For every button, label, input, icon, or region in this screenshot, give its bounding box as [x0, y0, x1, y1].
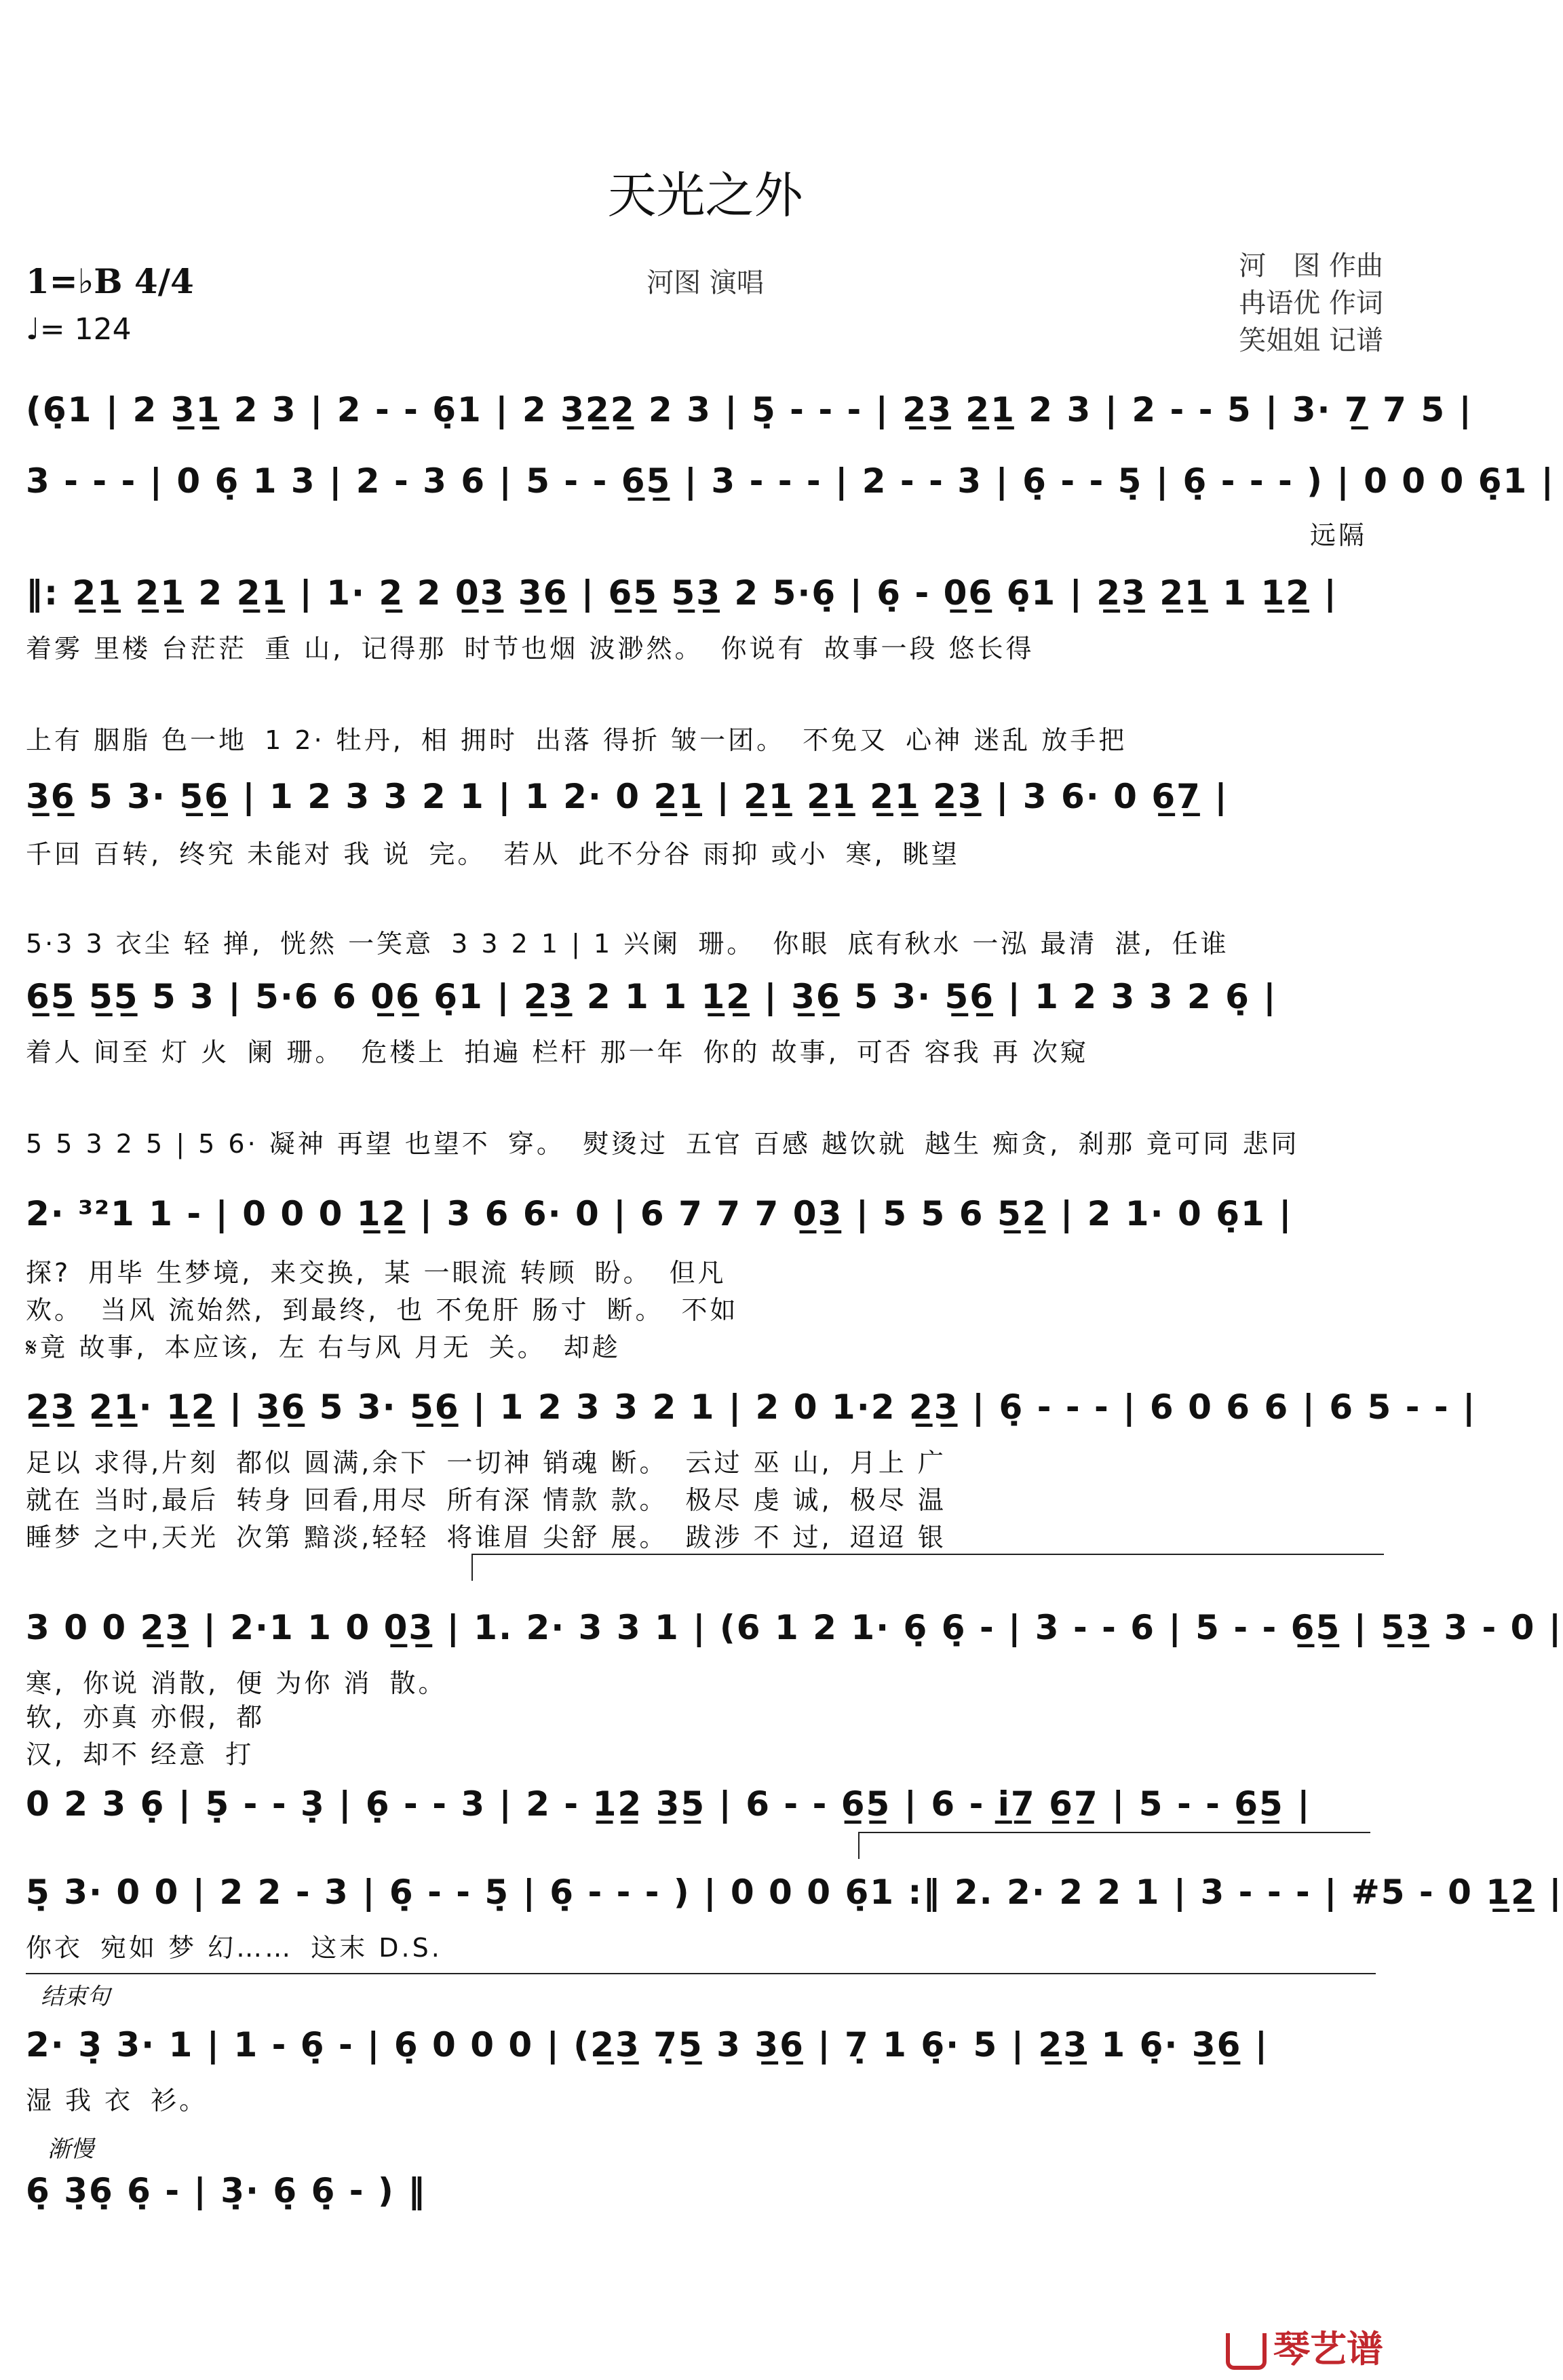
- lyric-row: [26, 1123, 1385, 1160]
- second-ending-bracket: [858, 1832, 1370, 1833]
- lyric-phrase: 云过 巫 山,: [685, 1448, 832, 1478]
- lyric-phrase: 上有 胭脂 色一地: [26, 725, 248, 755]
- lyric-row: [26, 923, 1385, 960]
- notation-row: 3 - - - | 0 6̣ 1 3 | 2 - 3 6 | 5 - - 6̲5̲ | 3 - - - | 2 - - 3 | 6̣ - - 5̣ | 6̣ - - - ) | 0 0 0 6̣1 |: [26, 461, 1555, 501]
- lyric-phrase: 散。: [389, 1668, 447, 1698]
- lyric-phrase: 断。: [606, 1295, 664, 1325]
- lyric-phrase: 此不分谷 雨抑 或小: [578, 839, 828, 869]
- lyric-phrase: 都: [236, 1702, 265, 1732]
- lyric-row: [26, 1479, 1385, 1516]
- lyric-row: [26, 2079, 1385, 2117]
- lyric-phrase: 次第 黯淡,轻轻: [236, 1522, 429, 1552]
- lyric-phrase: 所有深 情款 款。: [446, 1485, 668, 1515]
- lyric-phrase: 探?: [26, 1258, 71, 1288]
- second-ending-bracket-edge: [858, 1832, 860, 1859]
- lyric-phrase: 刹那 竟可同 悲同: [1078, 1129, 1300, 1159]
- lyric-phrase: 相 拥时: [421, 725, 518, 755]
- lyric-phrase: 亦真 亦假,: [83, 1702, 219, 1732]
- lyric-phrase: 记得那: [361, 634, 447, 664]
- lyric-phrase: 转身 回看,用尽: [236, 1485, 429, 1515]
- notation-row: 2· ³²1 1 - | 0 0 0 1̲2̲ | 3 6 6· 0 | 6 7 7 7 0̲3̲ | 5 5 6 5̲2̲ | 2 1· 0 6̣1 |: [26, 1194, 1293, 1233]
- lyric-row: [26, 514, 1385, 552]
- lyric-phrase: 极尽 温: [849, 1485, 946, 1515]
- lyric-phrase: 熨烫过: [582, 1129, 668, 1159]
- tempo-marking: ♩= 124: [26, 312, 132, 347]
- song-title: 天光之外: [607, 167, 803, 224]
- lyric-row: [26, 1927, 1385, 1964]
- lyric-phrase: 恍然 一笑意: [280, 929, 434, 959]
- lyric-row: [26, 1442, 1385, 1479]
- lyric-phrase: 穿。: [507, 1129, 565, 1159]
- lyric-phrase: 足以 求得,片刻: [26, 1448, 219, 1478]
- logo-icon: [1226, 2333, 1267, 2370]
- lyric-phrase: 时节也烟 波渺然。: [464, 634, 703, 664]
- lyric-phrase: 眺望: [902, 839, 960, 869]
- lyric-row: [26, 628, 1385, 665]
- lyric-row: [26, 1326, 1385, 1364]
- lyric-row: [26, 1662, 1385, 1700]
- lyric-phrase: 极尽 虔 诚,: [685, 1485, 832, 1515]
- first-ending-bracket: [471, 1554, 1384, 1555]
- lyric-row: [26, 1252, 1385, 1289]
- lyric-phrase: 危楼上: [361, 1037, 447, 1067]
- lyric-row: [26, 1516, 1385, 1554]
- lyric-phrase: 可否 容我 再 次窥: [856, 1037, 1089, 1067]
- lyric-phrase: 1 2· 牡丹,: [265, 725, 404, 755]
- lyric-phrase: 软,: [26, 1702, 66, 1732]
- lyric-phrase: 这末 D.S.: [311, 1933, 442, 1963]
- lyric-phrase: 5·3 3 衣尘 轻 掸,: [26, 929, 263, 959]
- lyric-phrase: 着雾 里楼 台茫茫: [26, 634, 248, 664]
- lyric-phrase: 睡梦 之中,天光: [26, 1522, 219, 1552]
- lyric-phrase: 一切神 销魂 断。: [446, 1448, 668, 1478]
- lyric-phrase: 若从: [503, 839, 561, 869]
- lyric-phrase: 出落 得折 皱一团。: [535, 725, 786, 755]
- lyric-phrase: 任谁: [1172, 929, 1229, 959]
- lyric-phrase: 衫。: [151, 2086, 208, 2115]
- lyric-phrase: 但凡: [669, 1258, 727, 1288]
- lyric-phrase: 3 3 2 1 | 1 兴阑: [451, 929, 681, 959]
- lyric-row: [26, 1696, 1385, 1733]
- coda-label: 结束句: [41, 1983, 110, 2010]
- lyric-phrase: 终究 未能对 我 说: [179, 839, 412, 869]
- notation-row: 6̲5̲ 5̲5̲ 5 3 | 5·6 6 0̲6̲ 6̣1 | 2̲3̲ 2 1 1 1̲2̲ | 3̲6̲ 5 3· 5̲6̲ | 1 2 3 3 2 6̣ |: [26, 977, 1277, 1016]
- lyric-row: [26, 1733, 1385, 1771]
- composer-credit: 河 图 作曲: [1239, 250, 1383, 282]
- lyric-phrase: 左 右与风 月无: [278, 1332, 471, 1362]
- lyric-phrase: 重 山,: [265, 634, 344, 664]
- lyric-phrase: 盼。: [594, 1258, 652, 1288]
- notation-row: ‖: 2̲1̲ 2̲1̲ 2 2̲1̲ | 1· 2̲ 2 0̲3̲ 3̲6̲ | 6̲5̲ 5̲3̲ 2 5·6̣ | 6̣ - 0̲6̲ 6̣1 | 2̲3̲ 2̲1̲ 1 1̲2̲ |: [26, 573, 1338, 613]
- lyric-phrase: 寒,: [26, 1668, 66, 1698]
- lyric-phrase: 寒,: [845, 839, 885, 869]
- lyric-phrase: 汉,: [26, 1740, 66, 1769]
- lyric-phrase: 关。: [488, 1332, 546, 1362]
- lyric-phrase: 越生 痴贪,: [925, 1129, 1061, 1159]
- logo-text: 琴艺谱: [1273, 2328, 1383, 2371]
- lyric-row: [26, 719, 1385, 756]
- lyric-phrase: 迢迢 银: [849, 1522, 946, 1552]
- lyric-phrase: 珊。: [698, 929, 756, 959]
- lyric-phrase: 心神 迷乱 放手把: [906, 725, 1127, 755]
- lyric-phrase: 5 5 3 2 5 | 5 6· 凝神 再望 也望不: [26, 1129, 490, 1159]
- ritardando-mark: 渐慢: [47, 2136, 94, 2163]
- lyric-phrase: 不如: [681, 1295, 739, 1325]
- lyric-phrase: 底有秋水 一泓 最清: [847, 929, 1098, 959]
- lyric-phrase: 故事一段 悠长得: [824, 634, 1035, 664]
- lyric-phrase: 便 为你 消: [236, 1668, 372, 1698]
- lyric-phrase: 你眼: [773, 929, 830, 959]
- notation-row: 0 2 3 6̣ | 5̣ - - 3̣ | 6̣ - - 3 | 2 - 1̲2̲ 3̲5̲ | 6 - - 6̲5̲ | 6 - i̲7̲ 6̲7̲ | 5 - - 6̲5̲ |: [26, 1784, 1311, 1824]
- transcriber-credit: 笑姐姐 记谱: [1239, 325, 1383, 356]
- lyric-phrase: 用毕 生梦境,: [88, 1258, 253, 1288]
- lyric-phrase: 某 一眼流 转顾: [384, 1258, 577, 1288]
- site-logo: [1226, 2320, 1383, 2373]
- lyric-phrase: 你说有: [720, 634, 807, 664]
- lyric-phrase: 跋涉 不 过,: [685, 1522, 832, 1552]
- key-signature: 1=♭B 4/4: [26, 261, 194, 301]
- lyric-phrase: 湛,: [1115, 929, 1155, 959]
- lyric-phrase: 阑 珊。: [247, 1037, 344, 1067]
- lyric-phrase: 不免又: [803, 725, 889, 755]
- lyric-phrase: 也 不免肝 肠寸: [396, 1295, 590, 1325]
- lyric-phrase: 着人 间至 灯 火: [26, 1037, 230, 1067]
- lyric-phrase: 来交换,: [270, 1258, 367, 1288]
- lyric-phrase: 你衣: [26, 1933, 83, 1963]
- lyric-phrase: 本应该,: [164, 1332, 261, 1362]
- lyric-phrase: 就在 当时,最后: [26, 1485, 219, 1515]
- first-ending-bracket-edge: [471, 1554, 473, 1581]
- notation-row: 3̲6̲ 5 3· 5̲6̲ | 1 2 3 3 2 1 | 1 2· 0 2̲1̲ | 2̲1̲ 2̲1̲ 2̲1̲ 2̲3̲ | 3 6· 0 6̲7̲ |: [26, 777, 1229, 816]
- lyric-phrase: 打: [225, 1740, 254, 1769]
- lyric-phrase: 将谁眉 尖舒 展。: [446, 1522, 668, 1552]
- singer-credit: 河图 演唱: [647, 267, 764, 299]
- notation-row: (6̣1 | 2 3̲1̲ 2 3 | 2 - - 6̣1 | 2 3̲2̲2̲ 2 3 | 5̣ - - - | 2̲3̲ 2̲1̲ 2 3 | 2 - - 5 | 3· 7̲ 7 5 |: [26, 390, 1473, 429]
- notation-row: 6̣ 3̣6̣ 6̣ - | 3̣· 6̣ 6̣ - ) ‖: [26, 2171, 427, 2210]
- notation-row: 3 0 0 2̲3̲ | 2·1 1 0 0̲3̲ | 1. 2· 3 3 1 | (6 1 2 1· 6̣ 6̣ - | 3 - - 6 | 5 - - 6̲5̲ | 5̲3̲ 3 - 0 |: [26, 1608, 1563, 1647]
- lyric-phrase: 当风 流始然,: [100, 1295, 265, 1325]
- lyric-phrase: 却不 经意: [83, 1740, 208, 1769]
- notation-row: 2· 3̣ 3· 1 | 1 - 6̣ - | 6̣ 0 0 0 | (2̲3̲ 7̣5̲ 3 3̲6̲ | 7̣ 1 6̣· 5 | 2̲3̲ 1 6̣· 3̲6̲ |: [26, 2025, 1269, 2065]
- lyric-phrase: 你说 消散,: [83, 1668, 219, 1698]
- lyric-phrase: 湿 我 衣: [26, 2086, 134, 2115]
- lyric-phrase: 宛如 梦 幻……: [100, 1933, 294, 1963]
- lyric-phrase: 到最终,: [282, 1295, 379, 1325]
- coda-bracket: [26, 1973, 1376, 1974]
- lyric-phrase: 欢。: [26, 1295, 83, 1325]
- lyric-phrase: 𝄋竟 故事,: [26, 1332, 147, 1362]
- lyric-row: [26, 1289, 1385, 1326]
- lyric-row: [26, 1031, 1385, 1069]
- lyricist-credit: 冉语优 作词: [1239, 288, 1383, 319]
- notation-row: 2̲3̲ 2̲1̲· 1̲2̲ | 3̲6̲ 5 3· 5̲6̲ | 1 2 3 3 2 1 | 2 0 1·2 2̲3̲ | 6̣ - - - | 6 0 6 6 | 6 5 - - |: [26, 1387, 1477, 1427]
- lyric-phrase: 拍遍 栏杆 那一年: [464, 1037, 686, 1067]
- lyric-phrase: 却趁: [563, 1332, 621, 1362]
- lyric-phrase: 远隔: [1309, 520, 1367, 550]
- lyric-phrase: 完。: [429, 839, 486, 869]
- lyric-phrase: 都似 圆满,余下: [236, 1448, 429, 1478]
- lyric-phrase: 你的 故事,: [703, 1037, 839, 1067]
- lyric-phrase: 月上 广: [849, 1448, 946, 1478]
- lyric-phrase: 五官 百感 越饮就: [685, 1129, 908, 1159]
- lyric-phrase: 千回 百转,: [26, 839, 162, 869]
- lyric-row: [26, 833, 1385, 870]
- notation-row: 5̣ 3· 0 0 | 2 2 - 3 | 6̣ - - 5̣ | 6̣ - - - ) | 0 0 0 6̣1 :‖ 2. 2· 2 2 1 | 3 - - - | #5 - 0 1̲2̲ |: [26, 1873, 1563, 1912]
